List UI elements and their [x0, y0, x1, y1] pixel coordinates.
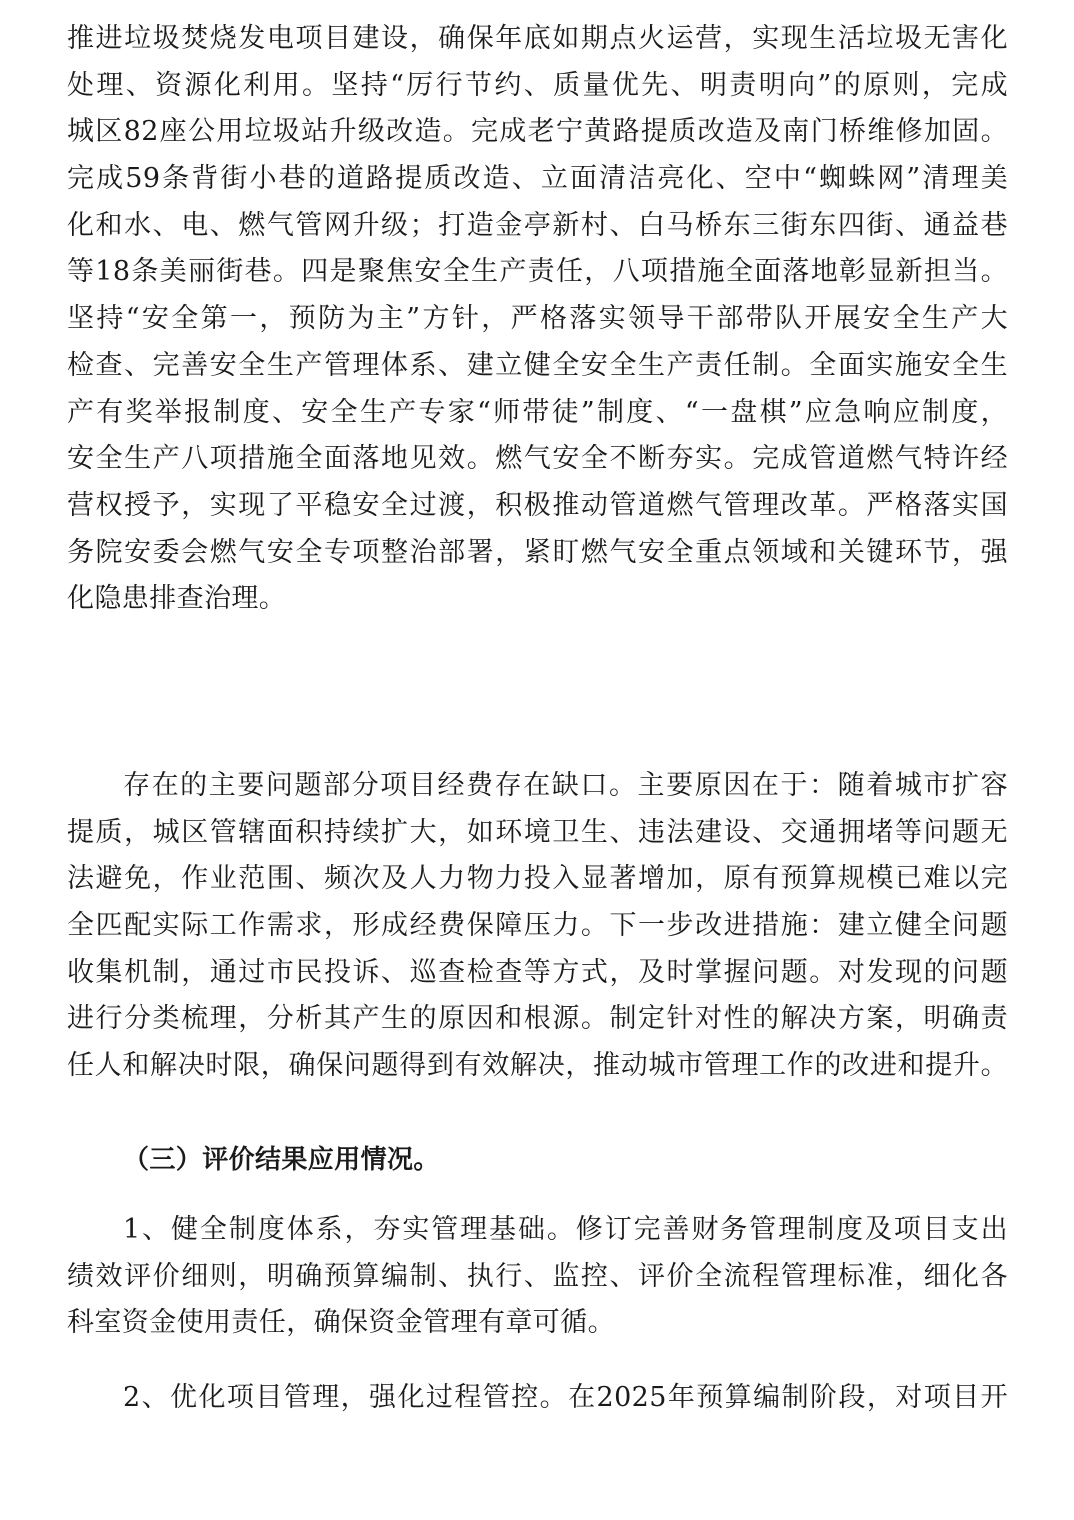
text-line: 完成59条背街小巷的道路提质改造、立面清洁亮化、空中“蜘蛛网”清理美: [67, 163, 1008, 195]
text-line: 检查、完善安全生产管理体系、建立健全安全生产责任制。全面实施安全生: [67, 349, 1008, 381]
paragraph-problems-and-measures: [67, 763, 1008, 1090]
text-line: 全匹配实际工作需求，形成经费保障压力。下一步改进措施：建立健全问题: [67, 910, 1008, 942]
text-line: 安全生产八项措施全面落地见效。燃气安全不断夯实。完成管道燃气特许经: [67, 443, 1008, 475]
text-line: 科室资金使用责任，确保资金管理有章可循。: [67, 1307, 615, 1339]
text-line: 处理、资源化利用。坚持“厉行节约、质量优先、明责明向”的原则，完成: [67, 69, 1008, 101]
text-line: 化和水、电、燃气管网升级；打造金亭新村、白马桥东三街东四街、通益巷: [67, 209, 1008, 241]
text-line: 绩效评价细则，明确预算编制、执行、监控、评价全流程管理标准，细化各: [67, 1260, 1008, 1292]
section-heading: [67, 1137, 1008, 1184]
text-line: 等18条美丽街巷。四是聚焦安全生产责任，八项措施全面落地彰显新担当。: [67, 256, 1008, 288]
paragraph-garbage-and-safety: [67, 16, 1008, 623]
text-line: 法避免，作业范围、频次及人力物力投入显著增加，原有预算规模已难以完: [67, 863, 1008, 895]
paragraph-item-2: [67, 1375, 1008, 1422]
paragraph-item-1: [67, 1207, 1008, 1347]
text-line: 化隐患排查治理。: [67, 583, 287, 615]
text-line: 收集机制，通过市民投诉、巡查检查等方式，及时掌握问题。对发现的问题: [67, 956, 1008, 988]
text-line: 任人和解决时限，确保问题得到有效解决，推动城市管理工作的改进和提升。: [67, 1050, 1008, 1082]
text-line: 推进垃圾焚烧发电项目建设，确保年底如期点火运营，实现生活垃圾无害化: [67, 23, 1008, 54]
text-line: 进行分类梳理，分析其产生的原因和根源。制定针对性的解决方案，明确责: [67, 1003, 1008, 1035]
text-line: 城区82座公用垃圾站升级改造。完成老宁黄路提质改造及南门桥维修加固。: [67, 116, 1008, 148]
text-line: 营权授予，实现了平稳安全过渡，积极推动管道燃气管理改革。严格落实国: [67, 489, 1008, 521]
text-line: 存在的主要问题部分项目经费存在缺口。主要原因在于：随着城市扩容: [123, 770, 1008, 801]
text-line: 2、优化项目管理，强化过程管控。在2025年预算编制阶段，对项目开: [123, 1382, 1008, 1413]
text-line: 务院安委会燃气安全专项整治部署，紧盯燃气安全重点领域和关键环节，强: [67, 536, 1008, 568]
text-line: 坚持“安全第一，预防为主”方针，严格落实领导干部带队开展安全生产大: [67, 303, 1008, 335]
text-line: 产有奖举报制度、安全生产专家“师带徒”制度、“一盘棋”应急响应制度，: [67, 396, 1008, 428]
text-line: 提质，城区管辖面积持续扩大，如环境卫生、违法建设、交通拥堵等问题无: [67, 816, 1008, 848]
section-heading-text: （三）评价结果应用情况。: [123, 1145, 440, 1175]
text-line: 1、健全制度体系，夯实管理基础。修订完善财务管理制度及项目支出: [123, 1214, 1008, 1245]
